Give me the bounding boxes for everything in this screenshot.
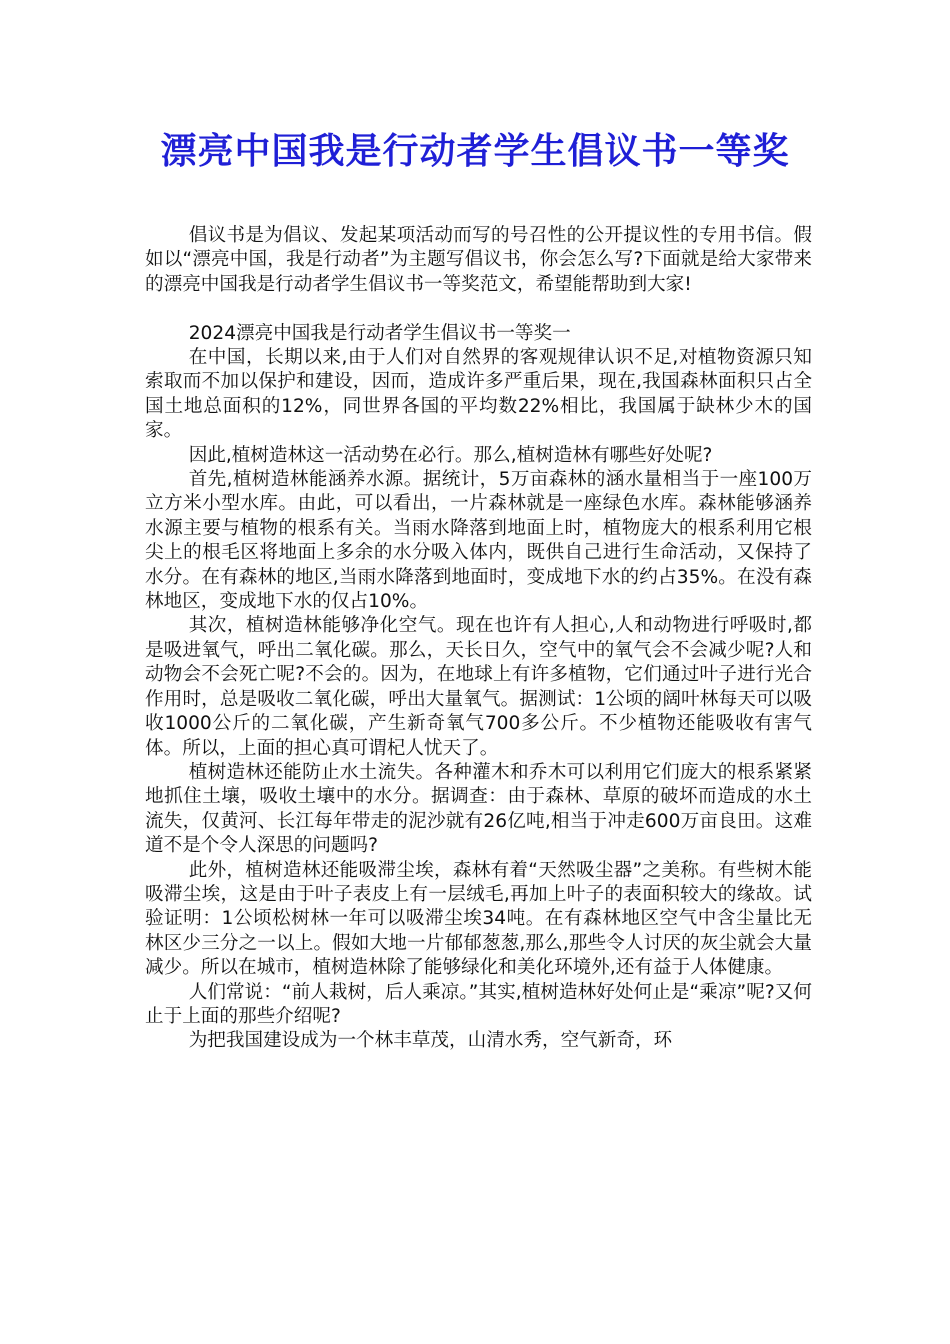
body-paragraph: 首先,植树造林能涵养水源。据统计，5万亩森林的涵水量相当于一座100万立方米小型水库。由此，可以看出，一片森林就是一座绿色水库。森林能够涵养水源主要与植物的根系有关。当雨水降落到地面上时，植物庞大的根系利用它根尖上的根毛区将地面上多余的水分吸入体内，既供自己进行生命活动，又保持了水分。在有森林的地区,当雨水降落到地面时，变成地下水的约占35%。在没有森林地区，变成地下水的仅占10%。	[145, 469, 812, 613]
document-title: 漂亮中国我是行动者学生倡议书一等奖	[160, 130, 790, 172]
body-paragraph: 因此,植树造林这一活动势在必行。那么,植树造林有哪些好处呢?	[188, 444, 713, 466]
body-paragraph: 此外，植树造林还能吸滞尘埃，森林有着“天然吸尘器”之美称。有些树木能吸滞尘埃，这是由于叶子表皮上有一层绒毛,再加上叶子的表面积较大的缘故。试验证明：1公顷松树林一年可以吸滞尘埃34吨。在有森林地区空气中含尘量比无林区少三分之一以上。假如大地一片郁郁葱葱,那么,那些令人讨厌的灰尘就会大量减少。所以在城市，植树造林除了能够绿化和美化环境外,还有益于人体健康。	[145, 859, 812, 979]
document-body	[145, 224, 812, 1054]
body-paragraph: 在中国，长期以来,由于人们对自然界的客观规律认识不足,对植物资源只知索取而不加以保护和建设，因而，造成许多严重后果，现在,我国森林面积只占全国土地总面积的12%，同世界各国的平均数22%相比，我国属于缺林少木的国家。	[145, 347, 812, 442]
intro-paragraph: 倡议书是为倡议、发起某项活动而写的号召性的公开提议性的专用书信。假如以“漂亮中国，我是行动者”为主题写倡议书，你会怎么写?下面就是给大家带来的漂亮中国我是行动者学生倡议书一等奖范文，希望能帮助到大家!	[145, 225, 812, 295]
body-paragraph: 人们常说：“前人栽树，后人乘凉。”其实,植树造林好处何止是“乘凉”呢?又何止于上面的那些介绍呢?	[145, 981, 812, 1027]
body-paragraph: 其次，植树造林能够净化空气。现在也许有人担心,人和动物进行呼吸时,都是吸进氧气，呼出二氧化碳。那么，天长日久，空气中的氧气会不会减少呢?人和动物会不会死亡呢?不会的。因为，在地球上有许多植物，它们通过叶子进行光合作用时，总是吸收二氧化碳，呼出大量氧气。据测试：1公顷的阔叶林每天可以吸收1000公斤的二氧化碳，产生新奇氧气700多公斤。不少植物还能吸收有害气体。所以，上面的担心真可谓杞人忧天了。	[145, 615, 812, 759]
section-heading: 2024漂亮中国我是行动者学生倡议书一等奖一	[188, 322, 571, 344]
body-paragraph: 为把我国建设成为一个林丰草茂，山清水秀，空气新奇，环	[188, 1030, 673, 1052]
body-paragraph: 植树造林还能防止水土流失。各种灌木和乔木可以利用它们庞大的根系紧紧地抓住土壤，吸收土壤中的水分。据调查：由于森林、草原的破坏而造成的水土流失，仅黄河、长江每年带走的泥沙就有26亿吨,相当于冲走600万亩良田。这难道不是个令人深思的问题吗?	[145, 761, 812, 857]
